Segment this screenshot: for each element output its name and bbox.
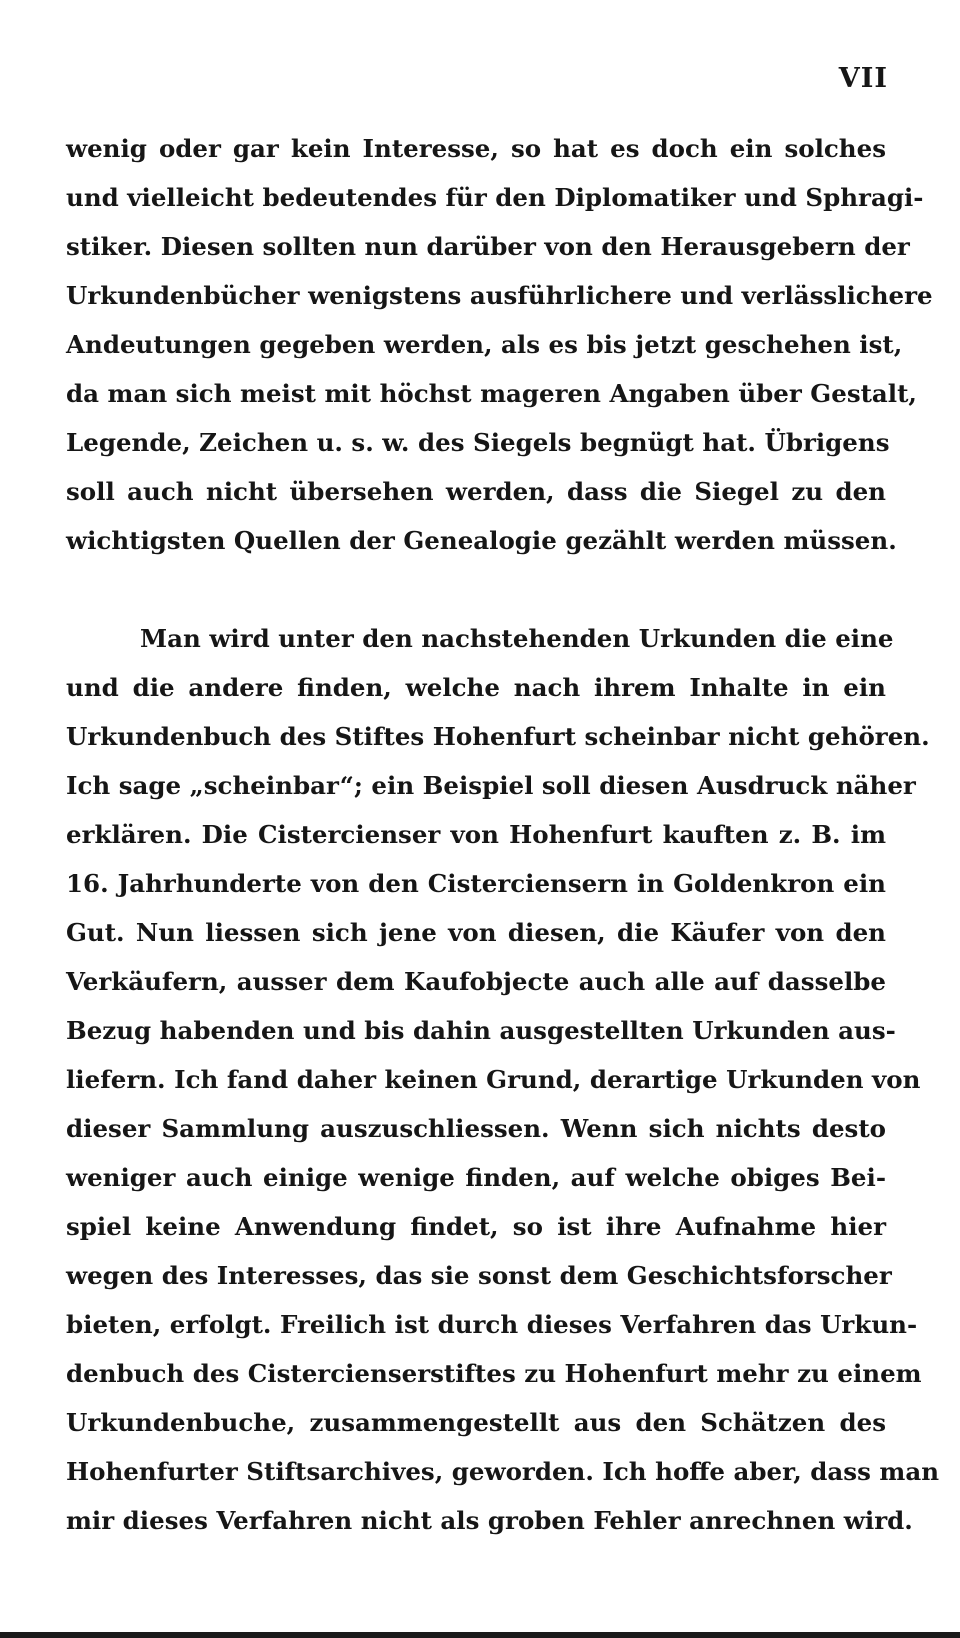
text-line: mir dieses Verfahren nicht als groben Fehler anrechnen wird. xyxy=(66,1506,913,1535)
text-line: Urkundenbuche, zusammengestellt aus den Schätzen des xyxy=(66,1408,886,1437)
text-line: und die andere finden, welche nach ihrem Inhalte in ein xyxy=(66,673,886,702)
text-line: Andeutungen gegeben werden, als es bis jetzt geschehen ist, xyxy=(66,330,903,359)
text-line: soll auch nicht übersehen werden, dass die Siegel zu den xyxy=(66,477,886,506)
text-line: dieser Sammlung auszuschliessen. Wenn sich nichts desto xyxy=(66,1114,886,1143)
text-line: wichtigsten Quellen der Genealogie gezählt werden müssen. xyxy=(66,526,897,555)
page-number: VII xyxy=(838,63,888,94)
text-line: Gut. Nun liessen sich jene von diesen, die Käufer von den xyxy=(66,918,886,947)
paragraph-1 xyxy=(66,124,933,565)
text-line: spiel keine Anwendung findet, so ist ihre Aufnahme hier xyxy=(66,1212,886,1241)
text-line: und vielleicht bedeutendes für den Diplomatiker und Sphragi- xyxy=(66,183,924,212)
text-line: erklären. Die Cistercienser von Hohenfurt kauften z. B. im xyxy=(66,820,886,849)
text-line: Urkundenbuch des Stiftes Hohenfurt scheinbar nicht gehören. xyxy=(66,722,930,751)
page-bottom-edge xyxy=(0,1632,960,1638)
text-line: wenig oder gar kein Interesse, so hat es doch ein solches xyxy=(66,134,886,163)
text-line: 16. Jahrhunderte von den Cisterciensern in Goldenkron ein xyxy=(66,869,886,898)
text-line: Hohenfurter Stiftsarchives, geworden. Ich hoffe aber, dass man xyxy=(66,1457,940,1486)
text-line: Man wird unter den nachstehenden Urkunden die eine xyxy=(140,624,894,653)
text-line: Bezug habenden und bis dahin ausgestellten Urkunden aus- xyxy=(66,1016,896,1045)
text-line: Legende, Zeichen u. s. w. des Siegels begnügt hat. Übrigens xyxy=(66,428,890,457)
text-line: da man sich meist mit höchst mageren Angaben über Gestalt, xyxy=(66,379,917,408)
text-line: Ich sage „scheinbar“; ein Beispiel soll diesen Ausdruck näher xyxy=(66,771,916,800)
text-line: stiker. Diesen sollten nun darüber von den Herausgebern der xyxy=(66,232,910,261)
text-line: denbuch des Cistercienserstiftes zu Hohenfurt mehr zu einem xyxy=(66,1359,922,1388)
paragraph-2 xyxy=(66,614,940,1545)
text-line: weniger auch einige wenige finden, auf welche obiges Bei- xyxy=(66,1163,886,1192)
text-line: bieten, erfolgt. Freilich ist durch dieses Verfahren das Urkun- xyxy=(66,1310,918,1339)
text-line: wegen des Interesses, das sie sonst dem Geschichtsforscher xyxy=(66,1261,892,1290)
text-line: Urkundenbücher wenigstens ausführlichere und verlässlichere xyxy=(66,281,933,310)
text-line: Verkäufern, ausser dem Kaufobjecte auch alle auf dasselbe xyxy=(66,967,886,996)
text-line: liefern. Ich fand daher keinen Grund, derartige Urkunden von xyxy=(66,1065,921,1094)
